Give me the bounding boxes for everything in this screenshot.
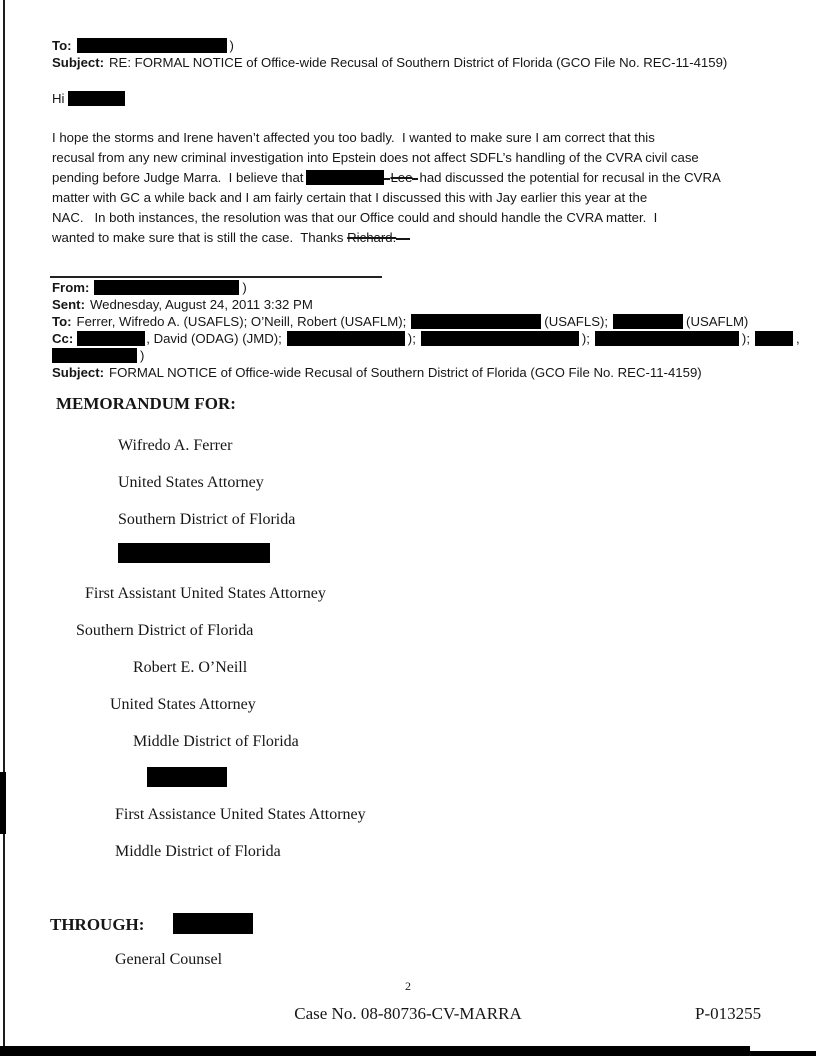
- subject-value: FORMAL NOTICE of Office-wide Recusal of Southern District of Florida (GCO File No. REC-11-4159): [109, 365, 702, 380]
- close-paren: ): [242, 280, 247, 295]
- recipient-title: United States Attorney: [118, 474, 264, 491]
- to-label: To:: [52, 314, 72, 329]
- recipient-name: Robert E. O’Neill: [133, 659, 248, 676]
- cc-line-2: [52, 347, 144, 364]
- body-line: recusal from any new criminal investigation into Epstein does not affect SDFL’s handling of the CVRA civil case: [52, 150, 699, 165]
- case-number: Case No. 08-80736-CV-MARRA: [294, 1004, 522, 1023]
- greeting-text: Hi: [52, 91, 65, 106]
- cc-close3: );: [741, 331, 750, 346]
- redaction-bar: [287, 331, 405, 346]
- redaction-bar: [306, 170, 384, 185]
- recipient-district: Middle District of Florida: [115, 843, 281, 860]
- redaction-bar: [68, 91, 125, 106]
- doc-number: P-013255: [695, 1004, 762, 1023]
- redaction-bar: [147, 767, 227, 787]
- bottom-scan-bar-right: [750, 1051, 816, 1056]
- sent-line: [52, 296, 313, 313]
- greeting-line: [52, 90, 126, 107]
- close-paren: ): [229, 38, 234, 53]
- cc-close1: );: [407, 331, 416, 346]
- cc-seg1: , David (ODAG) (JMD);: [146, 331, 282, 346]
- redaction-bar: [595, 331, 739, 346]
- through-heading: THROUGH:: [50, 915, 145, 934]
- from-line: [52, 279, 247, 296]
- to-line: [52, 313, 748, 330]
- through-title: General Counsel: [115, 951, 223, 968]
- redaction-bar: [755, 331, 793, 346]
- to-recipients: Ferrer, Wifredo A. (USAFLS); O’Neill, Robert (USAFLM);: [76, 314, 407, 329]
- sent-value: Wednesday, August 24, 2011 3:32 PM: [89, 297, 313, 312]
- left-scan-edge-bar: [0, 772, 6, 834]
- from-label: From:: [52, 280, 90, 295]
- reply-subject-line: [52, 54, 727, 71]
- subject-value: RE: FORMAL NOTICE of Office-wide Recusal of Southern District of Florida (GCO File No. REC-11-4159): [109, 55, 728, 70]
- message-divider-line: [50, 276, 382, 278]
- left-scan-edge-line: [3, 0, 5, 1056]
- subject-label: Subject:: [52, 55, 105, 70]
- body-text: had discussed the potential for recusal in the CVRA: [419, 170, 721, 185]
- body-line: matter with GC a while back and I am fairly certain that I discussed this with Jay earlier this year at the: [52, 190, 648, 205]
- sent-label: Sent:: [52, 297, 85, 312]
- bottom-scan-bar: [0, 1046, 750, 1056]
- struck-name: Lee: [390, 170, 413, 185]
- recipient-title: First Assistant United States Attorney: [85, 585, 326, 602]
- redaction-bar: [118, 543, 270, 563]
- redaction-bar: [613, 314, 683, 329]
- recipient-title: First Assistance United States Attorney: [115, 806, 366, 823]
- redaction-bar: [94, 280, 239, 295]
- body-line: I hope the storms and Irene haven’t affected you too badly. I wanted to make sure I am correct that this: [52, 130, 655, 145]
- body-text: wanted to make sure that is still the case. Thanks: [52, 230, 348, 245]
- cc-label: Cc:: [52, 331, 74, 346]
- body-line: NAC. In both instances, the resolution was that our Office could and should handle the CVRA matter. I: [52, 210, 658, 225]
- to-org2: (USAFLM): [686, 314, 749, 329]
- body-line: [52, 168, 721, 188]
- page-number: 2: [405, 979, 411, 993]
- original-subject-line: [52, 364, 702, 381]
- redaction-bar: [173, 913, 253, 934]
- cc-close2: );: [581, 331, 590, 346]
- to-org1: (USAFLS);: [544, 314, 609, 329]
- subject-label: Subject:: [52, 365, 105, 380]
- recipient-district: Southern District of Florida: [76, 622, 254, 639]
- redaction-bar: [77, 38, 227, 53]
- reply-to-line: [52, 37, 234, 54]
- redaction-bar: [411, 314, 541, 329]
- email-body: [52, 128, 721, 248]
- recipient-title: United States Attorney: [110, 696, 256, 713]
- recipient-district: Southern District of Florida: [118, 511, 296, 528]
- recipient-name: Wifredo A. Ferrer: [118, 437, 233, 454]
- redaction-bar: [52, 348, 137, 363]
- redaction-bar: [77, 331, 145, 346]
- cc-line2-close: ): [140, 348, 145, 363]
- memorandum-for-heading: MEMORANDUM FOR:: [56, 394, 236, 413]
- recipient-district: Middle District of Florida: [133, 733, 299, 750]
- body-text: pending before Judge Marra. I believe that: [52, 170, 304, 185]
- redaction-bar: [421, 331, 579, 346]
- cc-line: [52, 330, 800, 347]
- struck-signature: Richard.: [347, 230, 397, 245]
- to-label: To:: [52, 38, 72, 53]
- cc-trailing-comma: ,: [795, 331, 800, 346]
- body-line: [52, 228, 721, 248]
